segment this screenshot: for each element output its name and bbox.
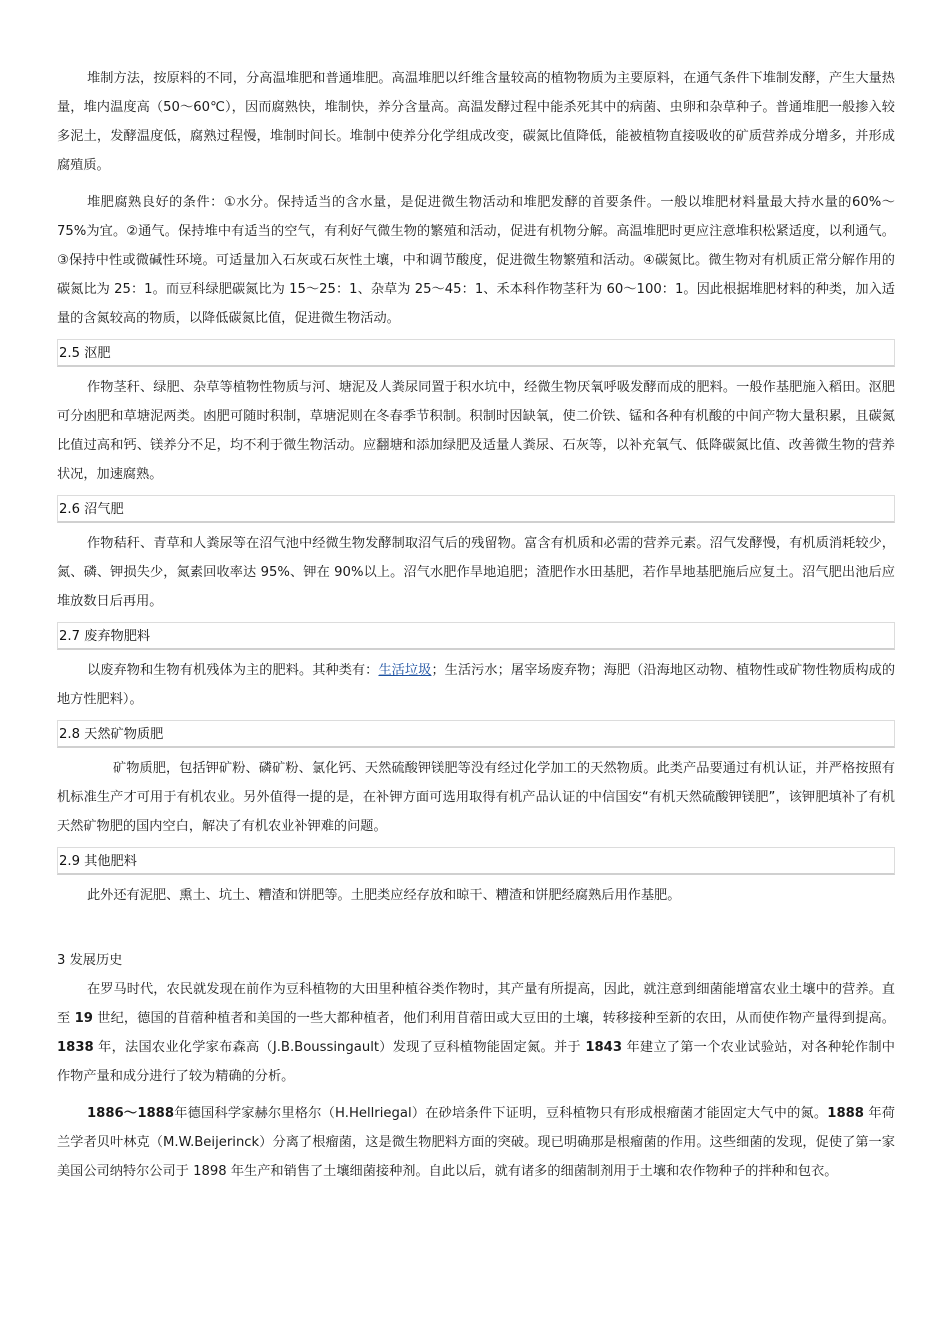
history-1-text-e: 年，法国农业化学家布森高（J.B.Boussingault）发现了豆科植物能固定氮。并于 bbox=[93, 1040, 586, 1055]
history-1-year-1843: 1843 bbox=[585, 1040, 623, 1055]
paragraph-history-2 bbox=[57, 1099, 895, 1186]
history-1-text-g: 年建立了第一个农业试验站，对各种轮作制中作物产量和成分进行了较为精确的分析。 bbox=[57, 1040, 895, 1084]
paragraph-2-7-post: ；生活污水；屠宰场废弃物；海肥（沿海地区动物、植物性或矿物性物质构成的地方性肥料）。 bbox=[57, 663, 896, 707]
section-heading-2-8: 2.8 天然矿物质肥 bbox=[57, 720, 895, 748]
history-2-year-1888: 1888 bbox=[827, 1106, 864, 1121]
history-2-years: 1886～1888 bbox=[87, 1106, 175, 1121]
section-heading-3: 3 发展历史 bbox=[57, 953, 123, 968]
section-heading-2-9: 2.9 其他肥料 bbox=[57, 847, 895, 875]
paragraph-2-9: 此外还有泥肥、熏土、坑土、糟渣和饼肥等。土肥类应经存放和晾干、糟渣和饼肥经腐熟后用作基肥。 bbox=[87, 888, 681, 903]
paragraph-2-6: 作物秸秆、青草和人粪尿等在沼气池中经微生物发酵制取沼气后的残留物。富含有机质和必需的营养元素。沼气发酵慢，有机质消耗较少，氮、磷、钾损失少，氮素回收率达 95%、钾在 90%以上。沼气水肥作旱地追肥；渣肥作水田基肥，若作旱地基肥施后应复土。沼气肥出池后应堆放数日后再用。 bbox=[57, 536, 895, 609]
paragraph-compost-method: 堆制方法，按原料的不同，分高温堆肥和普通堆肥。高温堆肥以纤维含量较高的植物物质为主要原料，在通气条件下堆制发酵，产生大量热量，堆内温度高（50～60℃），因而腐熟快，堆制快，养分含量高。高温发酵过程中能杀死其中的病菌、虫卵和杂草种子。普通堆肥一般掺入较多泥土，发酵温度低，腐熟过程慢，堆制时间长。堆制中使养分化学组成改变，碳氮比值降低，能被植物直接吸收的矿质营养成分增多，并形成腐殖质。 bbox=[57, 71, 895, 173]
section-heading-2-6: 2.6 沼气肥 bbox=[57, 495, 895, 523]
link-household-garbage[interactable]: 生活垃圾 bbox=[378, 663, 432, 678]
paragraph-2-5: 作物茎秆、绿肥、杂草等植物性物质与河、塘泥及人粪尿同置于积水坑中，经微生物厌氧呼吸发酵而成的肥料。一般作基肥施入稻田。沤肥可分凼肥和草塘泥两类。凼肥可随时积制，草塘泥则在冬春季节积制。积制时因缺氧，使二价铁、锰和各种有机酸的中间产物大量积累，且碳氮比值过高和钙、镁养分不足，均不利于微生物活动。应翻塘和添加绿肥及适量人粪尿、石灰等，以补充氧气、低降碳氮比值、改善微生物的营养状况，加速腐熟。 bbox=[57, 380, 895, 482]
paragraph-2-7-pre: 以废弃物和生物有机残体为主的肥料。其种类有： bbox=[87, 663, 379, 678]
section-heading-2-7: 2.7 废弃物肥料 bbox=[57, 622, 895, 650]
history-1-text-c: 世纪，德国的苜蓿种植者和美国的一些大都种植者，他们利用苜蓿田或大豆田的土壤，转移接种至新的农田，从而使作物产量得到提高。 bbox=[92, 1011, 895, 1026]
paragraph-compost-conditions: 堆肥腐熟良好的条件：①水分。保持适当的含水量，是促进微生物活动和堆肥发酵的首要条件。一般以堆肥材料量最大持水量的60%～75%为宜。②通气。保持堆中有适当的空气，有利好气微生物的繁殖和活动，促进有机物分解。高温堆肥时更应注意堆积松紧适度，以利通气。③保持中性或微碱性环境。可适量加入石灰或石灰性土壤，中和调节酸度，促进微生物繁殖和活动。④碳氮比。微生物对有机质正常分解作用的碳氮比为 25：1。而豆科绿肥碳氮比为 15～25：1、杂草为 25～45：1、禾本科作物茎秆为 60～100：1。因此根据堆肥材料的种类，加入适量的含氮较高的物质，以降低碳氮比值，促进微生物活动。 bbox=[57, 195, 895, 326]
history-1-text-a: 在罗马时代，农民就发现在前作为豆科植物的大田里种植谷类作物时，其产量有所提高，因此，就注意到细菌能增富农业土壤中的营养。直至 bbox=[57, 982, 895, 1026]
paragraph-2-7 bbox=[57, 656, 895, 714]
history-2-text-b: 年德国科学家赫尔里格尔（H.Hellriegal）在砂培条件下证明，豆科植物只有形成根瘤菌才能固定大气中的氮。 bbox=[174, 1106, 828, 1121]
document-page bbox=[57, 64, 895, 1186]
section-heading-2-5: 2.5 沤肥 bbox=[57, 339, 895, 367]
paragraph-2-8: 矿物质肥，包括钾矿粉、磷矿粉、氯化钙、天然硫酸钾镁肥等没有经过化学加工的天然物质。此类产品要通过有机认证，并严格按照有机标准生产才可用于有机农业。另外值得一提的是，在补钾方面可选用取得有机产品认证的中信国安“有机天然硫酸钾镁肥”，该钾肥填补了有机天然矿物肥的国内空白，解决了有机农业补钾难的问题。 bbox=[57, 761, 895, 834]
history-1-year-1838: 1838 bbox=[57, 1040, 94, 1055]
history-1-year-19: 19 bbox=[74, 1011, 93, 1026]
history-2-text-d: 年荷兰学者贝叶林克（M.W.Beijerinck）分离了根瘤菌，这是微生物肥料方面的突破。现已明确那是根瘤菌的作用。这些细菌的发现，促使了第一家美国公司纳特尔公司于 1898 年生产和销售了土壤细菌接种剂。自此以后，就有诸多的细菌制剂用于土壤和农作物种子的拌种和包衣。 bbox=[57, 1106, 895, 1179]
paragraph-history-1 bbox=[57, 975, 895, 1091]
